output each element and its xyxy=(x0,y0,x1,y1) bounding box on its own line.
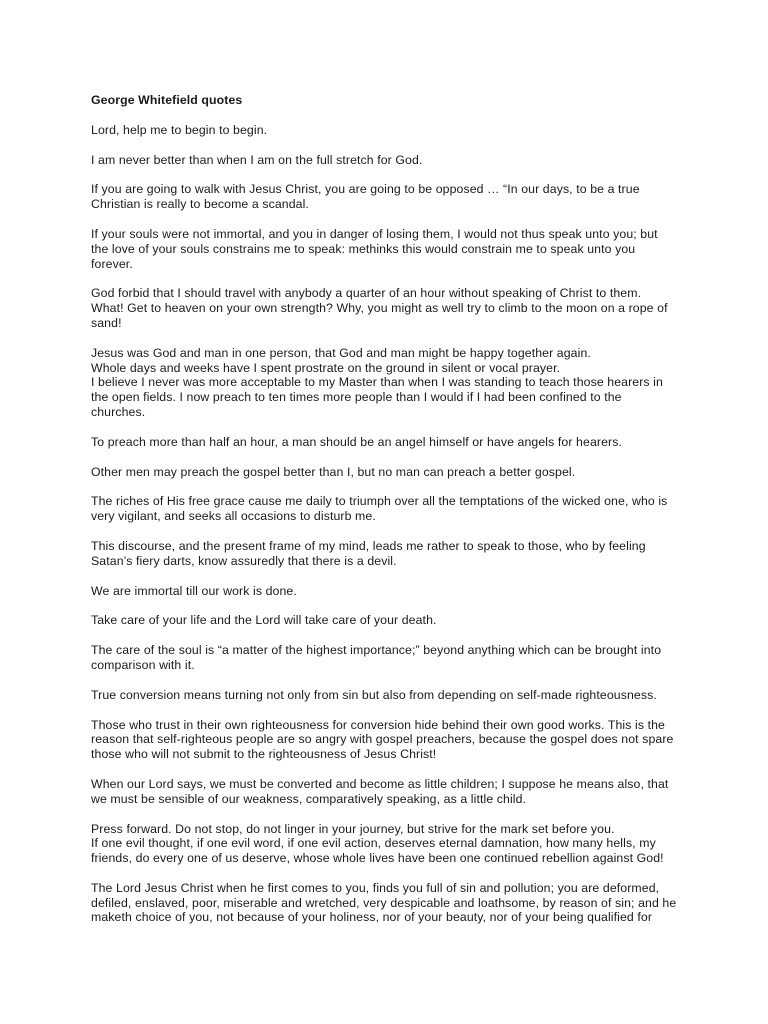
quote-line: the open fields. I now preach to ten times more people than I would if I had been confined to the xyxy=(91,390,622,405)
quote-line: Other men may preach the gospel better than I, but no man can preach a better gospel. xyxy=(91,464,576,479)
quote-paragraph xyxy=(91,688,681,703)
quote-line: The Lord Jesus Christ when he first comes to you, finds you full of sin and pollution; you are deformed, xyxy=(91,880,660,895)
quote-line: God forbid that I should travel with anybody a quarter of an hour without speaking of Christ to them. xyxy=(91,286,642,301)
document-title: George Whitefield quotes xyxy=(91,93,243,107)
quote-paragraph xyxy=(91,435,681,450)
quote-line: When our Lord says, we must be converted and become as little children; I suppose he means also, that xyxy=(91,776,669,791)
quotes-list xyxy=(91,123,681,925)
quote-line: defiled, enslaved, poor, miserable and wretched, very despicable and loathsome, by reason of sin; and he xyxy=(91,895,677,910)
quote-line: Christian is really to become a scandal. xyxy=(91,197,309,212)
quote-line: I am never better than when I am on the full stretch for God. xyxy=(91,152,423,167)
document-page xyxy=(91,93,681,940)
quote-line: True conversion means turning not only from sin but also from depending on self-made righteousness. xyxy=(91,687,657,702)
quote-paragraph xyxy=(91,777,681,807)
quote-paragraph xyxy=(91,465,681,480)
quote-line: We are immortal till our work is done. xyxy=(91,583,297,598)
quote-line: If one evil thought, if one evil word, if one evil action, deserves eternal damnation, how many hells, my xyxy=(91,836,656,851)
quote-line: we must be sensible of our weakness, comparatively speaking, as a little child. xyxy=(91,791,527,806)
quote-line: Satan’s fiery darts, know assuredly that there is a devil. xyxy=(91,553,397,568)
quote-paragraph xyxy=(91,153,681,168)
quote-paragraph xyxy=(91,613,681,628)
quote-line: forever. xyxy=(91,256,133,271)
quote-paragraph xyxy=(91,346,681,420)
quote-line: The riches of His free grace cause me daily to triumph over all the temptations of the wicked one, who is xyxy=(91,494,668,509)
quote-line: comparison with it. xyxy=(91,657,195,672)
quote-line: If you are going to walk with Jesus Christ, you are going to be opposed … “In our days, to be a true xyxy=(91,182,640,197)
quote-line: Press forward. Do not stop, do not linger in your journey, but strive for the mark set before you. xyxy=(91,821,615,836)
quote-line: reason that self-righteous people are so angry with gospel preachers, because the gospel does not spare xyxy=(91,732,674,747)
quote-paragraph xyxy=(91,718,681,762)
quote-line: What! Get to heaven on your own strength? Why, you might as well try to climb to the moon on a rope of xyxy=(91,301,668,316)
quote-line: maketh choice of you, not because of your holiness, nor of your beauty, nor of your being qualified for xyxy=(91,910,653,925)
quote-line: I believe I never was more acceptable to my Master than when I was standing to teach those hearers in xyxy=(91,375,663,390)
quote-paragraph xyxy=(91,822,681,866)
quote-line: very vigilant, and seeks all occasions to disturb me. xyxy=(91,509,376,524)
quote-paragraph xyxy=(91,643,681,673)
quote-line: the love of your souls constrains me to speak: methinks this would constrain me to speak unto you xyxy=(91,241,636,256)
quote-paragraph xyxy=(91,227,681,271)
quote-line: If your souls were not immortal, and you in danger of losing them, I would not thus speak unto you; but xyxy=(91,226,658,241)
quote-paragraph xyxy=(91,494,681,524)
quote-line: To preach more than half an hour, a man should be an angel himself or have angels for hearers. xyxy=(91,434,622,449)
quote-paragraph xyxy=(91,881,681,925)
quote-line: This discourse, and the present frame of my mind, leads me rather to speak to those, who by feeling xyxy=(91,538,646,553)
quote-paragraph xyxy=(91,286,681,330)
quote-line: Jesus was God and man in one person, that God and man might be happy together again. xyxy=(91,345,591,360)
quote-line: sand! xyxy=(91,315,122,330)
quote-line: Lord, help me to begin to begin. xyxy=(91,122,268,137)
quote-line: The care of the soul is “a matter of the highest importance;” beyond anything which can be brought into xyxy=(91,643,662,658)
quote-paragraph xyxy=(91,539,681,569)
quote-line: friends, do every one of us deserve, whose whole lives have been one continued rebellion against God! xyxy=(91,851,664,866)
quote-paragraph xyxy=(91,584,681,599)
quote-line: Take care of your life and the Lord will take care of your death. xyxy=(91,613,437,628)
quote-paragraph xyxy=(91,123,681,138)
quote-line: churches. xyxy=(91,404,146,419)
quote-paragraph xyxy=(91,182,681,212)
quote-line: Those who trust in their own righteousness for conversion hide behind their own good works. This is the xyxy=(91,717,665,732)
quote-line: those who will not submit to the righteousness of Jesus Christ! xyxy=(91,747,437,762)
quote-line: Whole days and weeks have I spent prostrate on the ground in silent or vocal prayer. xyxy=(91,360,561,375)
